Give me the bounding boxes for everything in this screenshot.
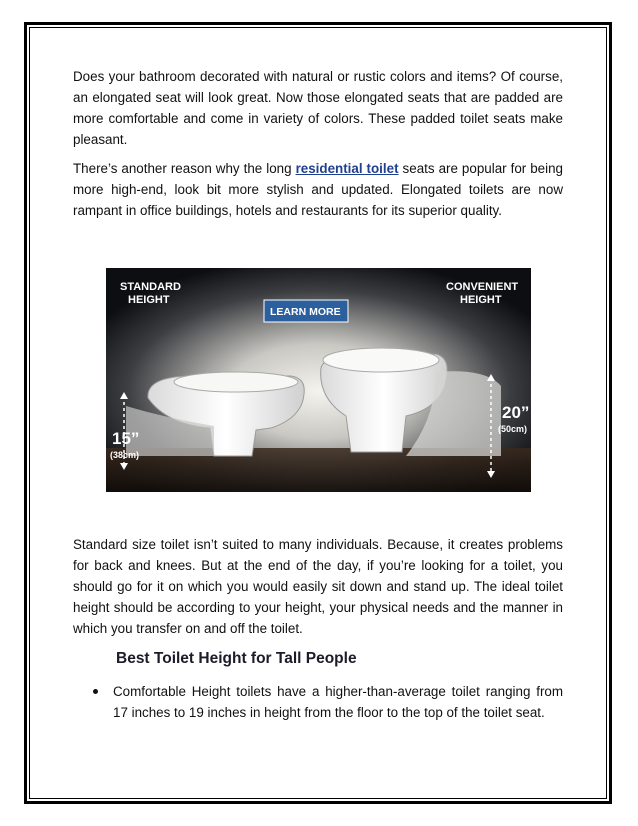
learn-more-button-label[interactable]: LEARN MORE (270, 306, 341, 318)
toilet-height-comparison-image (106, 268, 531, 492)
paragraph-text: seats are popular for being more high-end, look bit more stylish and updated. Elongated toilets are now rampant in office buildings, hotels and restaurants for its superior quality. (73, 161, 564, 218)
standard-height-label-2: HEIGHT (128, 294, 170, 306)
bullet-list (93, 681, 563, 723)
paragraph-standard-size: Standard size toilet isn’t suited to many individuals. Because, it creates problems for back and knees. But at the end of the day, if you’re looking for a toilet, you should go for it on which you would easily sit down and stand up. The ideal toilet height should be according to your height, your physical needs and the manner in which you transfer on and off the toilet. (73, 537, 563, 636)
left-measure-metric: (38cm) (110, 450, 140, 460)
section-heading: Best Toilet Height for Tall People (116, 650, 357, 667)
convenient-height-label-2: HEIGHT (460, 294, 502, 306)
right-measure-metric: (50cm) (498, 424, 528, 434)
residential-toilet-link[interactable]: residential toilet (295, 161, 399, 176)
paragraph-text: There’s another reason why the long (73, 161, 296, 176)
paragraph-residential-toilet (73, 158, 563, 221)
paragraph-elongated-seat: Does your bathroom decorated with natural or rustic colors and items? Of course, an elongated seat will look great. Now those elongated seats that are padded are more comfortable and come in variety of colors. These padded toilet seats make pleasant. (73, 69, 563, 147)
left-measure-value: 15” (112, 429, 140, 448)
body-text (73, 534, 563, 639)
list-item (93, 681, 563, 723)
right-measure-value: 20” (502, 403, 530, 422)
standard-height-label: STANDARD (120, 281, 181, 293)
convenient-height-label: CONVENIENT (446, 281, 519, 293)
bullet-icon (93, 689, 98, 694)
list-item-text: Comfortable Height toilets have a higher-than-average toilet ranging from 17 inches to 19 inches in height from the floor to the top of the toilet seat. (113, 684, 563, 720)
intro-text (73, 66, 563, 221)
